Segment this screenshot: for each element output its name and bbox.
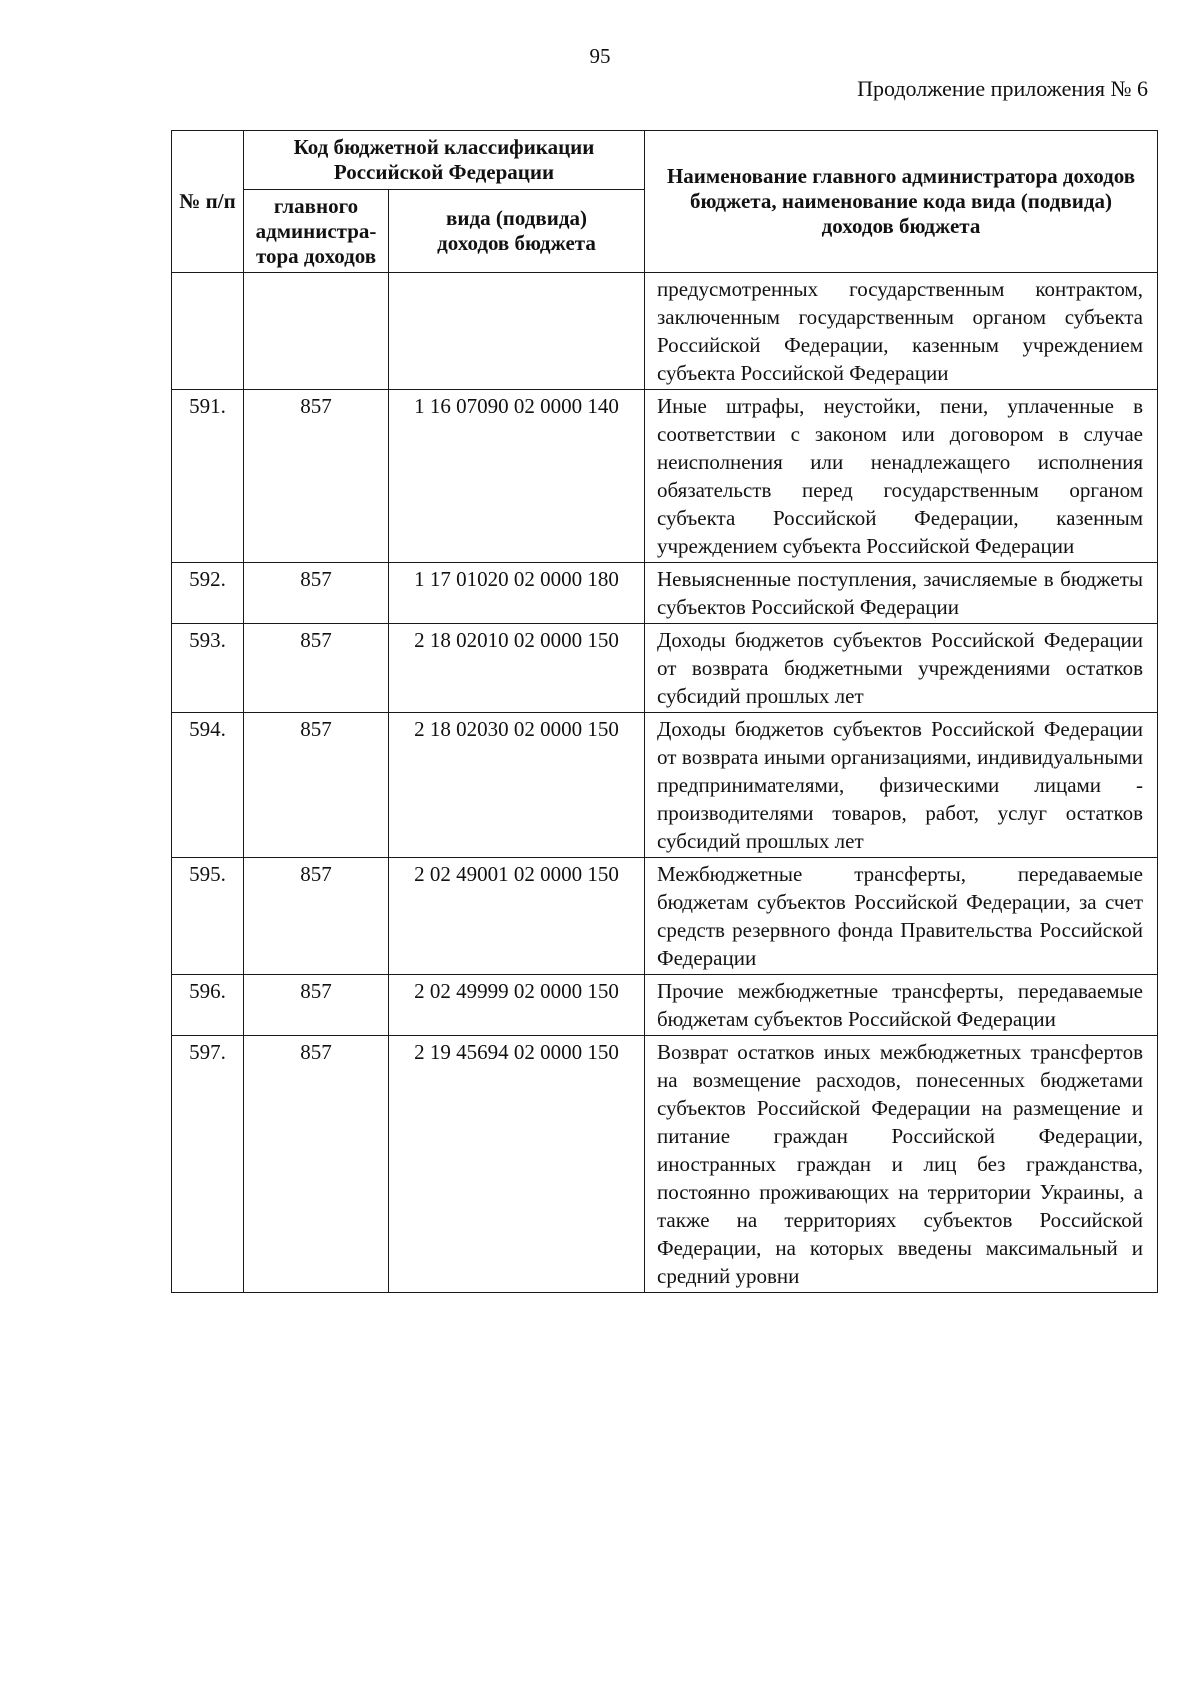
cell-income-name: Доходы бюджетов субъектов Российской Федерации от возврата иными организациями, индивидуальными предпринимателями, физическими лицами - производителями товаров, работ, услуг остатков субсидий прошлых лет <box>645 713 1158 858</box>
cell-admin-code <box>244 273 389 390</box>
cell-row-number: 596. <box>172 975 244 1036</box>
header-income-code: вида (подвида) доходов бюджета <box>389 190 645 273</box>
cell-row-number: 592. <box>172 563 244 624</box>
cell-income-code: 2 18 02030 02 0000 150 <box>389 713 645 858</box>
header-code-group: Код бюджетной классификации Российской Федерации <box>244 131 645 190</box>
cell-admin-code: 857 <box>244 858 389 975</box>
header-name: Наименование главного администратора доходов бюджета, наименование кода вида (подвида) доходов бюджета <box>645 131 1158 273</box>
cell-income-name: Иные штрафы, неустойки, пени, уплаченные в соответствии с законом или договором в случае неисполнения или ненадлежащего исполнения обязательств перед государственным органом субъекта Российской Федерации, казенным учреждением субъекта Российской Федерации <box>645 390 1158 563</box>
cell-row-number: 594. <box>172 713 244 858</box>
cell-income-name: Невыясненные поступления, зачисляемые в бюджеты субъектов Российской Федерации <box>645 563 1158 624</box>
cell-admin-code: 857 <box>244 390 389 563</box>
table-header <box>172 131 1158 273</box>
table-row <box>172 273 1158 390</box>
page-number: 95 <box>589 44 611 68</box>
cell-income-code: 1 17 01020 02 0000 180 <box>389 563 645 624</box>
table-body <box>172 273 1158 1293</box>
cell-income-code: 2 02 49999 02 0000 150 <box>389 975 645 1036</box>
cell-income-name: предусмотренных государственным контрактом, заключенным государственным органом субъекта Российской Федерации, казенным учреждением субъекта Российской Федерации <box>645 273 1158 390</box>
cell-income-name: Прочие межбюджетные трансферты, передаваемые бюджетам субъектов Российской Федерации <box>645 975 1158 1036</box>
table-row <box>172 624 1158 713</box>
cell-row-number: 591. <box>172 390 244 563</box>
table-row <box>172 858 1158 975</box>
appendix-continuation-label: Продолжение приложения № 6 <box>857 76 1148 101</box>
cell-admin-code: 857 <box>244 624 389 713</box>
budget-classification-table <box>171 130 1158 1293</box>
cell-row-number: 593. <box>172 624 244 713</box>
cell-income-code <box>389 273 645 390</box>
cell-admin-code: 857 <box>244 713 389 858</box>
table-row <box>172 713 1158 858</box>
table-row <box>172 390 1158 563</box>
header-row-number: № п/п <box>172 131 244 273</box>
table-row <box>172 1036 1158 1293</box>
cell-admin-code: 857 <box>244 563 389 624</box>
cell-income-code: 1 16 07090 02 0000 140 <box>389 390 645 563</box>
cell-income-name: Межбюджетные трансферты, передаваемые бюджетам субъектов Российской Федерации, за счет средств резервного фонда Правительства Российской Федерации <box>645 858 1158 975</box>
header-admin-code: главного администра-тора доходов <box>244 190 389 273</box>
cell-admin-code: 857 <box>244 1036 389 1293</box>
cell-income-name: Доходы бюджетов субъектов Российской Федерации от возврата бюджетными учреждениями остатков субсидий прошлых лет <box>645 624 1158 713</box>
cell-income-code: 2 02 49001 02 0000 150 <box>389 858 645 975</box>
cell-admin-code: 857 <box>244 975 389 1036</box>
cell-row-number: 597. <box>172 1036 244 1293</box>
cell-income-code: 2 18 02010 02 0000 150 <box>389 624 645 713</box>
table-row <box>172 563 1158 624</box>
cell-income-code: 2 19 45694 02 0000 150 <box>389 1036 645 1293</box>
cell-row-number <box>172 273 244 390</box>
table-row <box>172 975 1158 1036</box>
cell-row-number: 595. <box>172 858 244 975</box>
cell-income-name: Возврат остатков иных межбюджетных трансфертов на возмещение расходов, понесенных бюджетами субъектов Российской Федерации на размещение и питание граждан Российской Федерации, иностранных граждан и лиц без гражданства, постоянно проживающих на территории Украины, а также на территориях субъектов Российской Федерации, на которых введены максимальный и средний уровни <box>645 1036 1158 1293</box>
